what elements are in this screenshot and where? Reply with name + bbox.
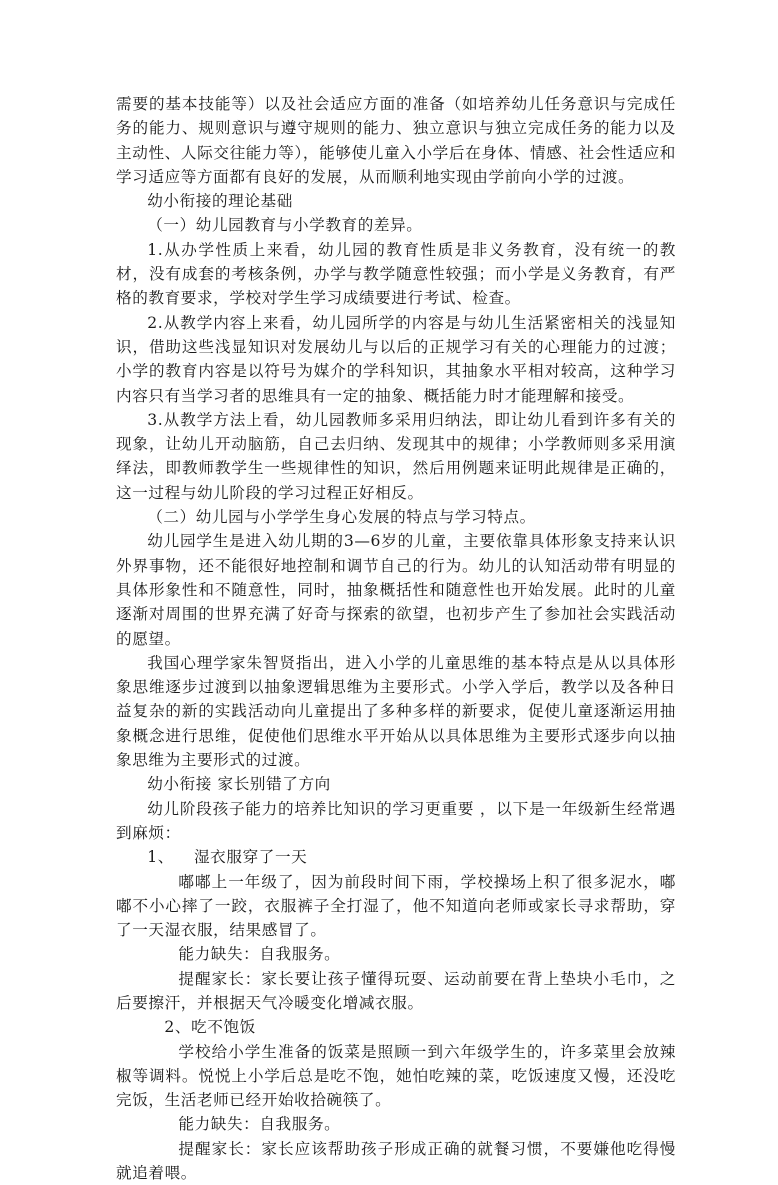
item-1-ability-missing: 能力缺失：自我服务。 xyxy=(178,945,341,964)
item-1-parent-reminder: 提醒家长：家长要让孩子懂得玩耍、运动前要在背上垫块小毛巾，之后要擦汗，并根据天气冷暖变化增减衣服。 xyxy=(116,969,676,1012)
item-2-parent-reminder: 提醒家长：家长应该帮助孩子形成正确的就餐习惯，不要嫌他吃得慢就追着喂。 xyxy=(116,1139,676,1183)
item-1-title xyxy=(116,845,676,869)
subheading-differences: （一）幼儿园教育与小学教育的差异。 xyxy=(147,216,423,235)
item-1-story: 嘟嘟上一年级了，因为前段时间下雨，学校操场上积了很多泥水，嘟嘟不小心摔了一跤，衣服裤子全打湿了，他不知道向老师或家长寻求帮助，穿了一天湿衣服，结果感冒了。 xyxy=(116,872,676,940)
item-2-story: 学校给小学生准备的饭菜是照顾一到六年级学生的，许多菜里会放辣椒等调料。悦悦上小学后总是吃不饱，她怕吃辣的菜，吃饭速度又慢，还没吃完饭，生活老师已经开始收拾碗筷了。 xyxy=(116,1042,676,1110)
paragraph-point-3: 3.从教学方法上看，幼儿园教师多采用归纳法，即让幼儿看到许多有关的现象，让幼儿开动脑筋，自己去归纳、发现其中的规律；小学教师则多采用演绎法，即教师教学生一些规律性的知识，然后用例题来证明此规律是正确的，这一过程与幼儿阶段的学习过程正好相反。 xyxy=(116,410,676,502)
item-1-number: 1、 xyxy=(147,848,174,867)
section-heading-parents: 幼小衔接 家长别错了方向 xyxy=(147,775,331,794)
paragraph-psychologist: 我国心理学家朱智贤指出，进入小学的儿童思维的基本特点是从以具体形象思维逐步过渡到以抽象逻辑思维为主要形式。小学入学后，教学以及各种日益复杂的新的实践活动向儿童提出了多种多样的新要求，促使儿童逐渐运用抽象概念进行思维，促使他们思维水平开始从以具体思维为主要形式逐步向以抽象思维为主要形式的过渡。 xyxy=(116,653,676,770)
paragraph-point-1: 1.从办学性质上来看，幼儿园的教育性质是非义务教育，没有统一的教材，没有成套的考核条例，办学与教学随意性较强；而小学是义务教育，有严格的教育要求，学校对学生学习成绩要进行考试、检查。 xyxy=(116,240,676,308)
document-page xyxy=(116,92,676,1185)
item-2-title: 2、吃不饱饭 xyxy=(164,1018,256,1037)
paragraph-intro-continued: 需要的基本技能等）以及社会适应方面的准备（如培养幼儿任务意识与完成任务的能力、规则意识与遵守规则的能力、独立意识与独立完成任务的能力以及主动性、人际交往能力等），能够使儿童入小学后在身体、情感、社会性适应和学习适应等方面都有良好的发展，从而顺利地实现由学前向小学的过渡。 xyxy=(116,95,676,186)
paragraph-kindergarten-children: 幼儿园学生是进入幼儿期的3—6岁的儿童，主要依靠具体形象支持来认识外界事物，还不能很好地控制和调节自己的行为。幼儿的认知活动带有明显的具体形象性和不随意性，同时，抽象概括性和随意性也开始发展。此时的儿童逐渐对周围的世界充满了好奇与探索的欲望，也初步产生了参加社会实践活动的愿望。 xyxy=(116,532,676,648)
paragraph-point-2: 2.从教学内容上来看，幼儿园所学的内容是与幼儿生活紧密相关的浅显知识，借助这些浅显知识对发展幼儿与以后的正规学习有关的心理能力的过渡；小学的教育内容是以符号为媒介的学科知识，其抽象水平相对较高，这种学习内容只有当学习者的思维具有一定的抽象、概括能力时才能理解和接受。 xyxy=(116,313,676,405)
item-2-ability-missing: 能力缺失：自我服务。 xyxy=(178,1115,341,1134)
paragraph-ability-intro: 幼儿阶段孩子能力的培养比知识的学习更重要 ，以下是一年级新生经常遇到麻烦： xyxy=(116,799,676,842)
subheading-characteristics: （二）幼儿园与小学学生身心发展的特点与学习特点。 xyxy=(147,508,536,527)
item-1-title-text: 湿衣服穿了一天 xyxy=(193,848,308,867)
section-heading-theory: 幼小衔接的理论基础 xyxy=(147,192,293,211)
